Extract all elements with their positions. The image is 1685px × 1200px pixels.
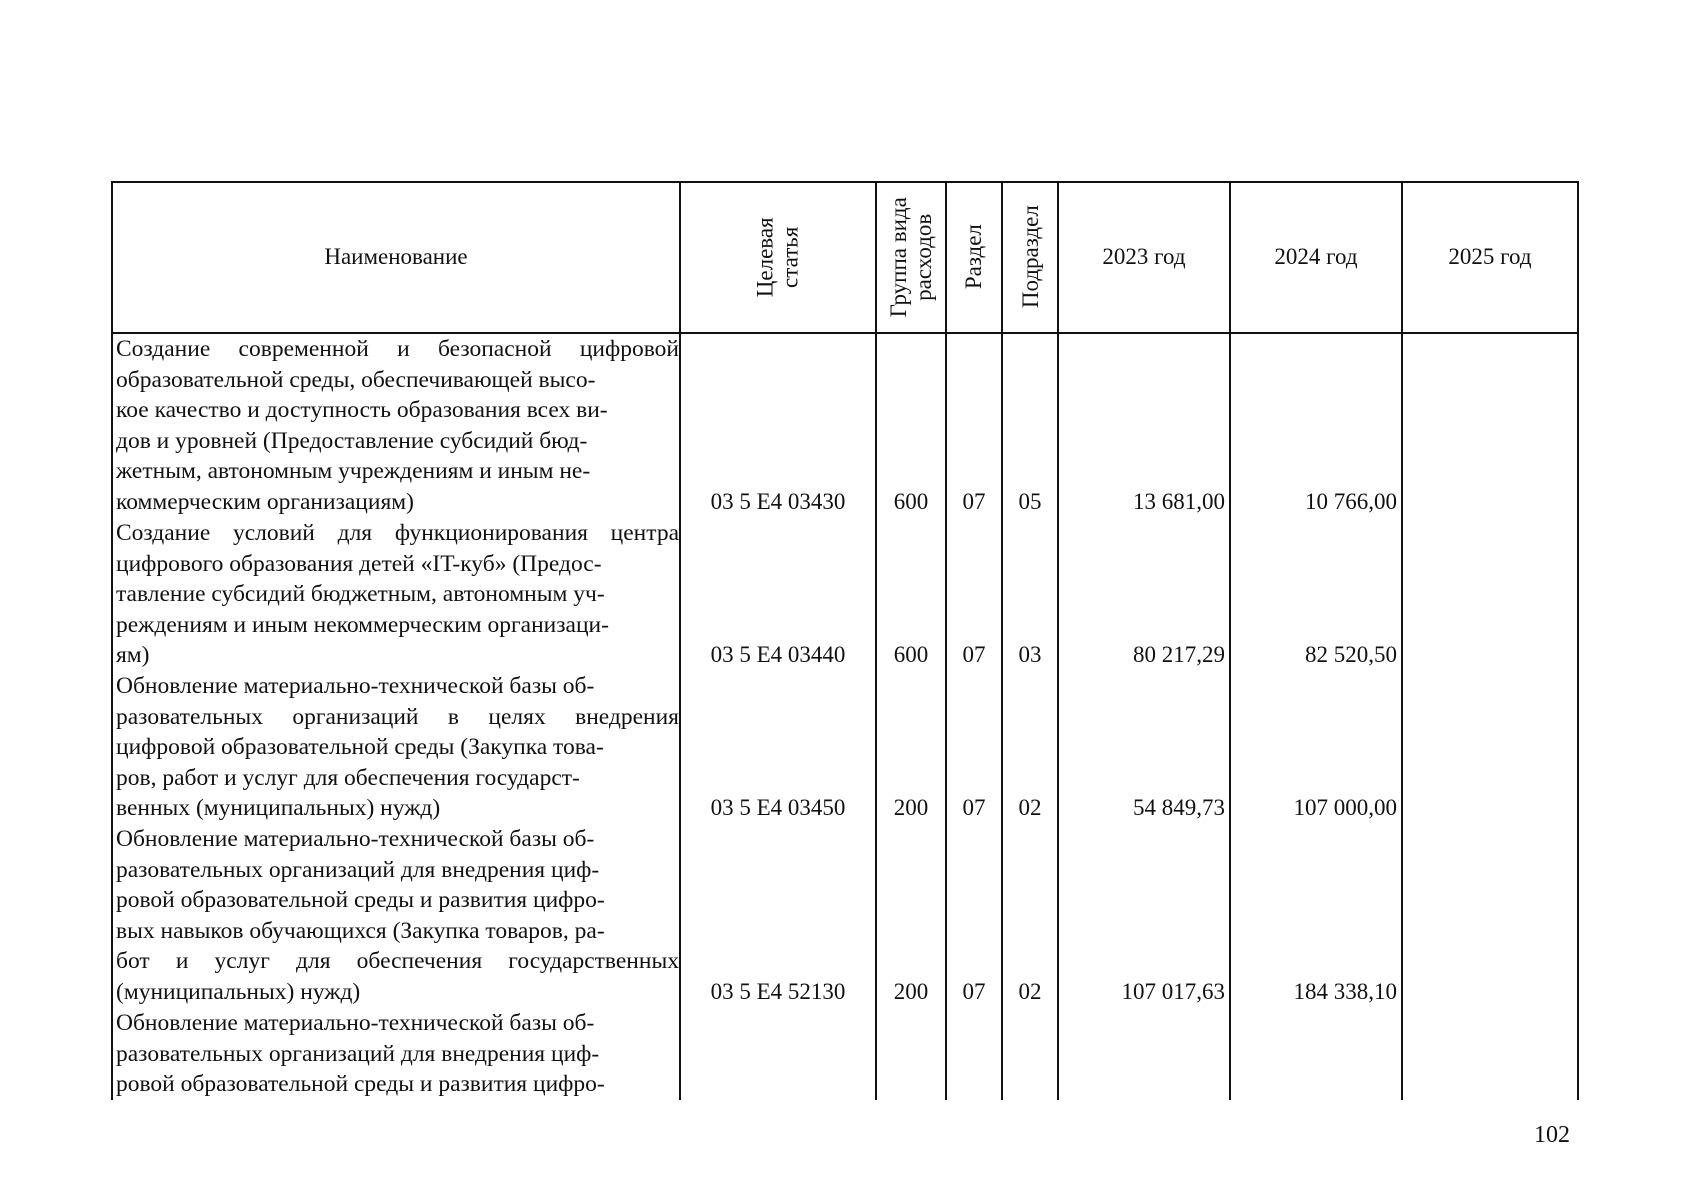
row-group: 200: [893, 795, 929, 820]
row-subsection: 03: [1018, 642, 1042, 667]
row-subsection: 02: [1018, 795, 1042, 820]
row-section: 07: [962, 642, 986, 667]
row-value-2024: 184 338,10: [1293, 979, 1397, 1004]
row-subsection: 05: [1018, 489, 1042, 514]
header-expense-group: Группа вида расходов: [885, 196, 937, 318]
row-section: 07: [962, 979, 986, 1004]
row-target: 03 5 Е4 03430: [710, 489, 846, 514]
row-name: Создание условий для функционирования центра цифрового образования детей «IT-куб» (Предос- тавление субсидий бюджетным, автономным уч- реждениям и иным некоммерческим организаци- ям): [116, 520, 679, 669]
row-value-2023: 54 849,73: [1133, 795, 1225, 820]
budget-table: [111, 181, 1579, 1100]
row-group: 200: [893, 979, 929, 1004]
row-value-2024: 82 520,50: [1305, 642, 1397, 667]
header-year-2024: 2024 год: [1274, 244, 1358, 269]
col-border-right: [1577, 181, 1579, 1100]
row-target: 03 5 Е4 03440: [710, 642, 846, 667]
row-name: Обновление материально-технической базы об- разовательных организаций для внедрения циф- ровой образовательной среды и развития цифро-: [116, 1010, 605, 1098]
row-value-2024: 107 000,00: [1293, 795, 1397, 820]
row-target: 03 5 Е4 03450: [710, 795, 846, 820]
row-name: Обновление материально-технической базы об- разовательных организаций в целях внедрения цифровой образовательной среды (Закупка това- ров, работ и услуг для обеспечения государст- венных (муниципальных) нужд): [116, 673, 679, 822]
row-name: Создание современной и безопасной цифровой образовательной среды, обеспечивающей высо- кое качество и доступность образования всех ви- дов и уровней (Предоставление субсидий бюд- жетным, автономным учреждениям и иным не- коммерческим организациям): [116, 336, 679, 515]
row-group: 600: [893, 642, 929, 667]
header-year-2025: 2025 год: [1448, 244, 1532, 269]
row-target: 03 5 Е4 52130: [710, 979, 846, 1004]
row-group: 600: [893, 489, 929, 514]
header-subsection: Подраздел: [1017, 205, 1043, 309]
row-subsection: 02: [1018, 979, 1042, 1004]
header-target-item: Целевая статья: [752, 217, 803, 297]
row-section: 07: [962, 489, 986, 514]
row-section: 07: [962, 795, 986, 820]
row-value-2023: 13 681,00: [1133, 489, 1225, 514]
header-section: Раздел: [961, 224, 987, 290]
header-year-2023: 2023 год: [1102, 244, 1186, 269]
page-number: 102: [1534, 1122, 1570, 1148]
header-name: Наименование: [324, 244, 468, 269]
row-value-2023: 107 017,63: [1121, 979, 1225, 1004]
row-value-2024: 10 766,00: [1305, 489, 1397, 514]
row-name: Обновление материально-технической базы об- разовательных организаций для внедрения циф- ровой образовательной среды и развития цифро- вых навыков обучающихся (Закупка товаров, ра- бот и услуг для обеспечения государственных (муниципальных) нужд): [116, 826, 679, 1005]
row-value-2023: 80 217,29: [1133, 642, 1225, 667]
